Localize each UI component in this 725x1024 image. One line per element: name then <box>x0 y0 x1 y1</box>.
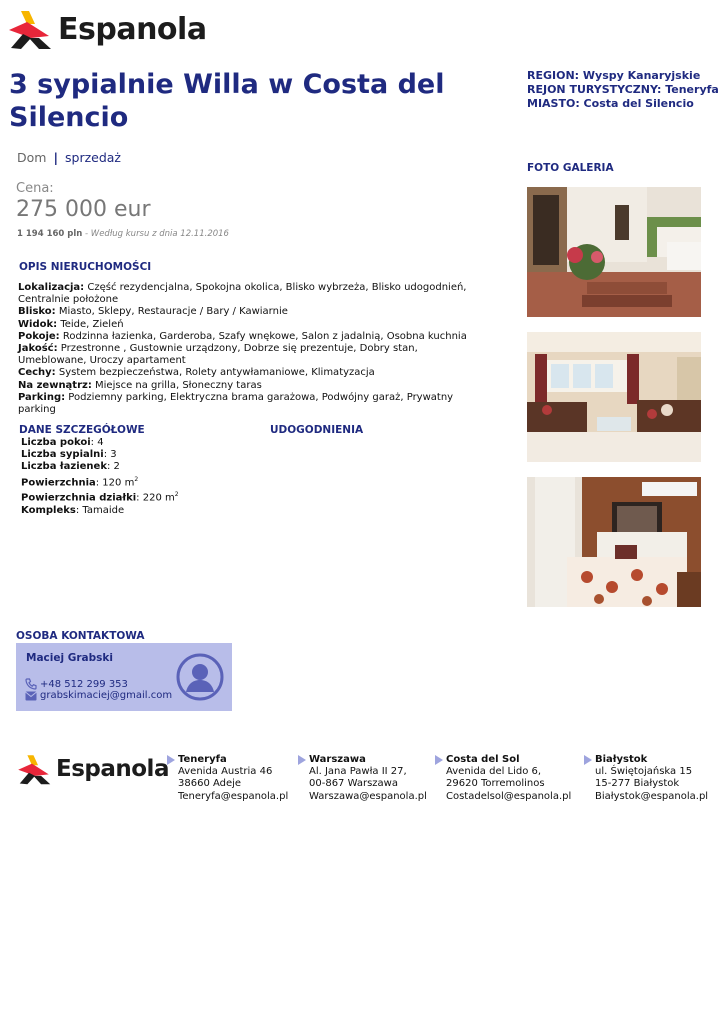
contact-phone[interactable] <box>25 678 128 690</box>
office-name: Costa del Sol <box>446 754 520 765</box>
description-label: Jakość: <box>18 343 58 355</box>
description-row <box>18 306 488 318</box>
office-email[interactable]: Costadelsol@espanola.pl <box>446 790 572 802</box>
contact-email[interactable] <box>25 690 172 701</box>
description-label: Parking: <box>18 391 66 403</box>
description-row <box>18 331 488 343</box>
office-email[interactable]: Warszawa@espanola.pl <box>309 790 427 802</box>
description-label: Na zewnątrz: <box>18 379 92 391</box>
description-value: Część rezydencjalna, Spokojna okolica, Blisko wybrzeża, Blisko udogodnień, Centralnie położone <box>18 282 467 306</box>
detail-value: : Tamaide <box>75 504 125 516</box>
bullet-triangle-icon <box>584 755 592 765</box>
bullet-triangle-icon <box>298 755 306 765</box>
location-info <box>527 69 719 111</box>
footer-logo[interactable] <box>18 753 169 785</box>
office-costa-del-sol <box>435 754 571 803</box>
office-address: ul. Świętojańska 15 <box>595 766 693 778</box>
office-email[interactable]: Teneryfa@espanola.pl <box>178 790 289 802</box>
description-list <box>18 282 488 416</box>
contact-heading: OSOBA KONTAKTOWA <box>16 630 145 642</box>
espanola-logo-mark <box>9 8 53 50</box>
breadcrumb <box>17 150 121 165</box>
price-pln <box>17 229 229 239</box>
envelope-icon <box>25 691 37 701</box>
office-bialystok <box>584 754 708 803</box>
espanola-footer-logo-mark <box>18 753 52 785</box>
detail-row <box>21 437 179 449</box>
office-teneryfa <box>167 754 288 803</box>
page-title: 3 sypialnie Willa w Costa del Silencio <box>9 69 445 133</box>
price-label: Cena: <box>16 181 54 196</box>
tourist-region-line: REJON TURYSTYCZNY: Teneryfa <box>527 83 719 96</box>
contact-phone-value: +48 512 299 353 <box>40 678 128 690</box>
detail-value: : 2 <box>106 461 120 473</box>
detail-label: Liczba łazienek <box>21 461 107 473</box>
description-row <box>18 343 488 367</box>
avatar <box>176 653 224 701</box>
description-value: Miasto, Sklepy, Restauracje / Bary / Kawiarnie <box>55 306 288 318</box>
header-logo[interactable] <box>9 8 207 50</box>
amenities-heading: UDOGODNIENIA <box>270 424 364 436</box>
office-address: Avenida del Lido 6, <box>446 766 542 778</box>
bullet-triangle-icon <box>435 755 443 765</box>
description-heading: OPIS NIERUCHOMOŚCI <box>19 261 152 273</box>
office-warszawa <box>298 754 427 803</box>
detail-row <box>21 505 179 517</box>
region-line: REGION: Wyspy Kanaryjskie <box>527 69 701 82</box>
description-row <box>18 392 488 416</box>
office-postal: 00-867 Warszawa <box>309 778 398 790</box>
detail-value: : 220 m <box>136 492 175 504</box>
description-value: Podziemny parking, Elektryczna brama garażowa, Podwójny garaż, Prywatny parking <box>18 391 454 416</box>
detail-label: Powierzchnia działki <box>21 492 137 504</box>
description-label: Pokoje: <box>18 330 60 342</box>
gallery-photo-living-room[interactable] <box>527 332 701 462</box>
detail-value: : 120 m <box>95 476 135 488</box>
price-pln-value: 1 194 160 pln <box>17 229 83 239</box>
description-row <box>18 282 488 306</box>
description-value: Miejsce na grilla, Słoneczny taras <box>91 379 262 391</box>
detail-label: Powierzchnia <box>21 476 96 488</box>
details-heading: DANE SZCZEGÓŁOWE <box>19 424 145 436</box>
description-value: Rodzinna łazienka, Garderoba, Szafy wnękowe, Salon z jadalnią, Osobna kuchnia <box>59 330 467 342</box>
price-pln-note: - Według kursu z dnia 12.11.2016 <box>82 229 229 239</box>
description-value: System bezpieczeństwa, Rolety antywłamaniowe, Klimatyzacja <box>55 367 375 379</box>
description-label: Widok: <box>18 318 58 330</box>
description-row <box>18 380 488 392</box>
description-row <box>18 367 488 379</box>
price-value: 275 000 eur <box>16 197 151 222</box>
description-value: Teide, Zieleń <box>57 318 124 330</box>
bullet-triangle-icon <box>167 755 175 765</box>
detail-label: Liczba sypialni <box>21 449 104 461</box>
breadcrumb-type[interactable]: Dom <box>17 150 47 165</box>
description-row <box>18 319 488 331</box>
city-line: MIASTO: Costa del Silencio <box>527 97 694 110</box>
office-postal: 38660 Adeje <box>178 778 242 790</box>
description-label: Blisko: <box>18 306 56 318</box>
logo-wordmark: Espanola <box>58 11 207 47</box>
details-list <box>21 437 179 517</box>
contact-email-value: grabskimaciej@gmail.com <box>40 690 173 701</box>
office-name: Teneryfa <box>178 754 227 765</box>
office-postal: 15-277 Białystok <box>595 778 680 790</box>
breadcrumb-separator: | <box>53 150 59 165</box>
phone-icon <box>25 678 37 690</box>
description-label: Cechy: <box>18 367 56 379</box>
gallery-photo-exterior[interactable] <box>527 187 701 317</box>
gallery-heading: FOTO GALERIA <box>527 162 614 174</box>
office-address: Avenida Austria 46 <box>178 766 273 778</box>
office-address: Al. Jana Pawła II 27, <box>309 766 407 778</box>
gallery-photo-bedroom[interactable] <box>527 477 701 607</box>
detail-value: : 4 <box>90 437 104 448</box>
office-email[interactable]: Białystok@espanola.pl <box>595 790 709 802</box>
detail-unit-superscript: 2 <box>174 491 179 499</box>
description-label: Lokalizacja: <box>18 282 85 293</box>
detail-row <box>21 474 179 490</box>
contact-name: Maciej Grabski <box>26 652 113 664</box>
detail-row <box>21 461 179 473</box>
detail-value: : 3 <box>103 449 117 461</box>
detail-row <box>21 489 179 505</box>
office-name: Warszawa <box>309 754 366 765</box>
detail-unit-superscript: 2 <box>134 475 139 483</box>
detail-label: Liczba pokoi <box>21 437 91 448</box>
office-postal: 29620 Torremolinos <box>446 778 545 790</box>
breadcrumb-operation[interactable]: sprzedaż <box>65 150 121 165</box>
office-name: Białystok <box>595 754 648 765</box>
description-value: Przestronne , Gustownie urządzony, Dobrze się prezentuje, Dobry stan, Umeblowane, Uroczy apartament <box>18 343 418 367</box>
detail-row <box>21 449 179 461</box>
detail-label: Kompleks <box>21 504 76 516</box>
footer-logo-wordmark: Espanola <box>56 756 169 782</box>
